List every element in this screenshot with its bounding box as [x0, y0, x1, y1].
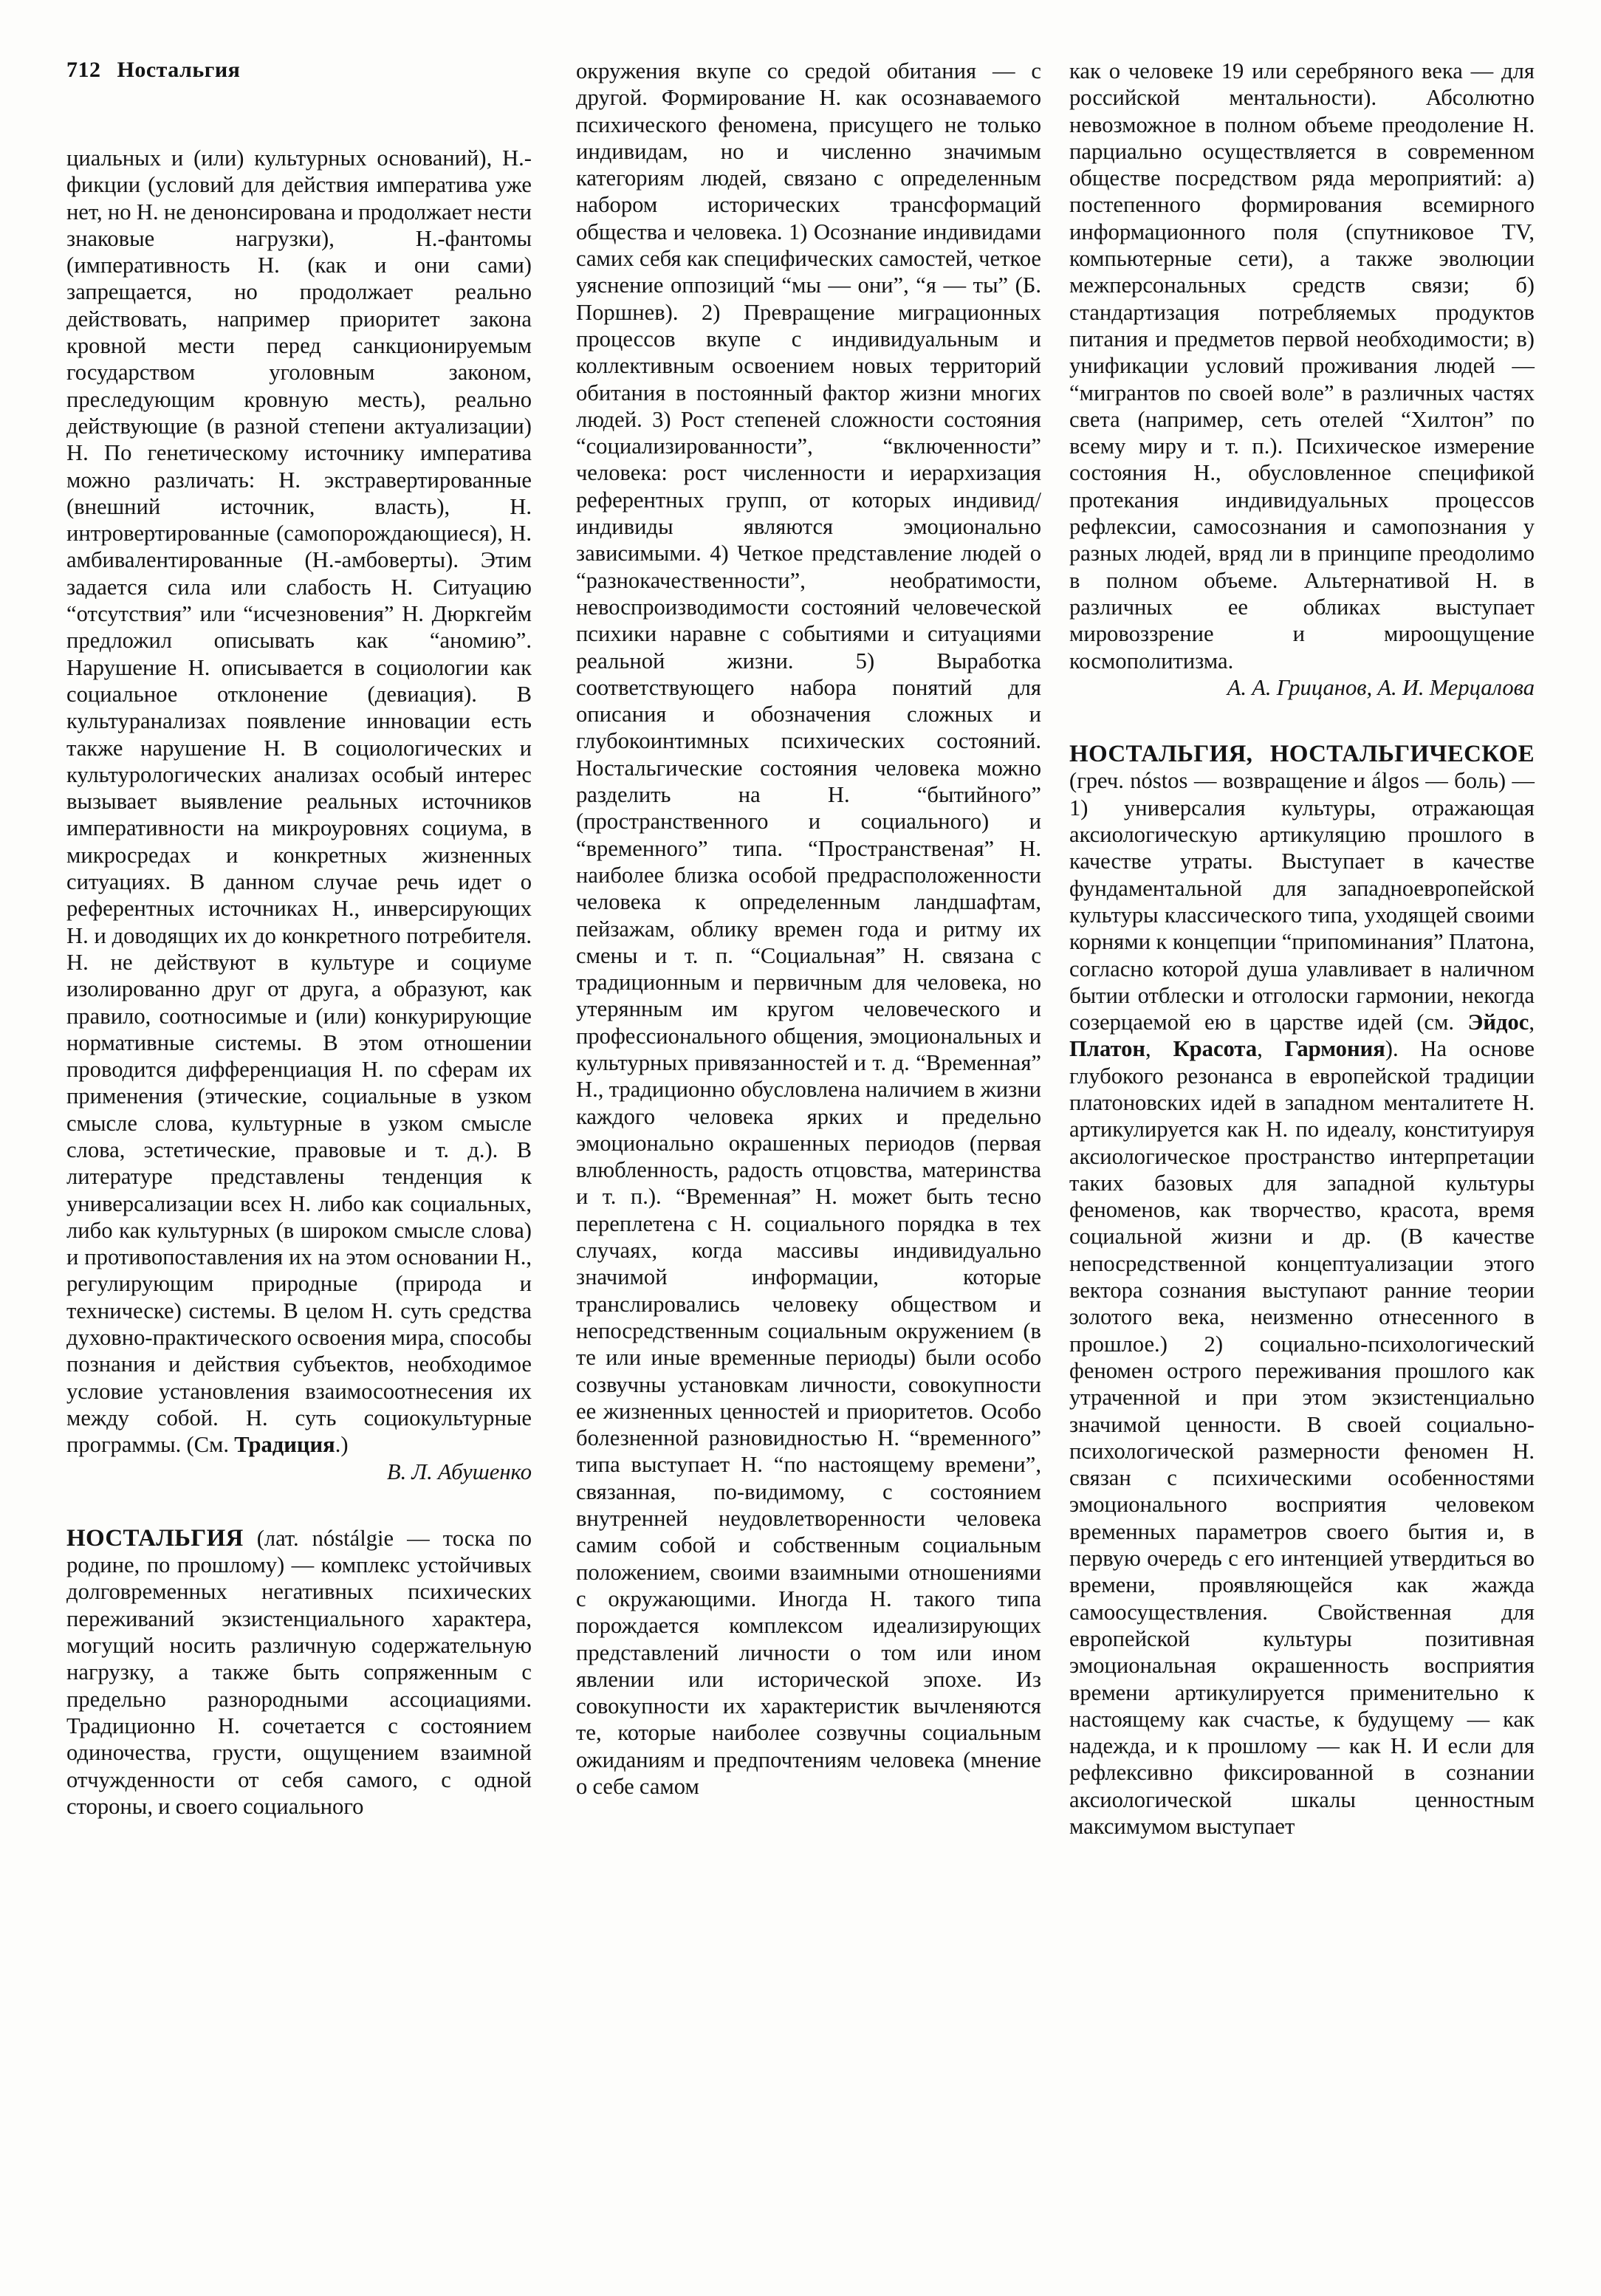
- running-title: Ностальгия: [117, 58, 241, 82]
- entry-nostalgia: [66, 1525, 532, 1820]
- entry-text-continued: окружения вкупе со средой обитания — с другой. Формирование Н. как осознаваемого психического феномена, присущего не только индивидам, но и численно значимым категориям людей, связано с определенным набором исторических трансформаций общества и человека. 1) Осознание индивидами самих себя как специфических самостей, четкое уяснение оппозиций “мы — они”, “я — ты” (Б. Поршнев). 2) Превращение миграционных процессов вкупе с индивидуальным и коллективным освоением новых территорий обитания в постоянный фактор жизни многих людей. 3) Рост степеней сложности состояния “социализированности”, “включенности” человека: рост численности и иерархизация референтных групп, от которых индивид/индивиды являются эмоционально зависимыми. 4) Четкое представление людей о “разнокачественности”, необратимости, невоспроизводимости состояний человеческой психики наравне с событиями и ситуациями реальной жизни. 5) Выработка соответствующего набора понятий для описания и обозначения сложных и глубокоинтимных психических состояний. Ностальгические состояния человека можно разделить на Н. “бытийного” (пространственного и социального) и “временного” типа. “Пространственая” Н. наиболее близка особой предрасположенности человека к определенным ландшафтам, пейзажам, облику времен года и ритму их смены и т. п. “Социальная” Н. связана с традиционным и первичным для человека, но утерянным им кругом человеческого и профессионального общения, эмоциональных и культурных привязанностей и т. д. “Временная” Н., традиционно обусловлена наличием в жизни каждого человека ярких и предельно эмоционально окрашенных периодов (первая влюбленность, радость отцовства, материнства и т. п.). “Временная” Н. может быть тесно переплетена с Н. социального порядка в тех случаях, когда массивы индивидуально значимой информации, которые транслировались человеку обществом и непосредственным социальным окружением (в те или иные временные периоды) были особо созвучны установкам личности, совокупности ее жизненных ценностей и приоритетов. Особо болезненной разновидностью Н. “временного” типа выступает Н. “по настоящему времени”, связанная, по-видимому, с состоянием внутренней неудовлетворенности человека самим собой и собственным социальным положением, своими взаимными отношениями с окружающими. Иногда Н. такого типа порождается комплексом идеализирующих представлений личности о том или ином явлении или исторической эпохе. Из совокупности их характеристик вычленяются те, которые наиболее созвучны социальным ожиданиям и предпочтениям человека (мнение о себе самом: [576, 58, 1041, 1799]
- entry-separator: [1069, 701, 1535, 741]
- entry-heading: НОСТАЛЬГИЯ, НОСТАЛЬГИЧЕСКОЕ: [1069, 741, 1535, 768]
- running-header: [66, 58, 240, 83]
- entry-separator: [66, 1485, 532, 1525]
- column-1: [66, 145, 532, 1820]
- entry-text-continued: как о человеке 19 или серебряного века — для российской ментальности). Абсолютно невозможное в полном объеме преодоление Н. парциально осуществляется в современном обществе посредством ряда мероприятий: а) постепенного формирования всемирного информационного поля (спутниковое TV, компьютерные сети), а также эволюции межперсональных средств связи; б) стандартизация потребляемых продуктов питания и предметов первой необходимости; в) унификации условий проживания людей — “мигрантов по своей воле” в различных частях света (например, сеть отелей “Хилтон” по всему миру и т. п.). Психическое измерение состояния Н., обусловленное спецификой протекания индивидуальных процессов рефлексии, самосознания и самопознания у разных людей, вряд ли в принципе преодолимо в полном объеме. Альтернативой Н. в различных ее обликах выступает мировоззрение и мироощущение космополитизма.: [1069, 58, 1535, 674]
- entry-text: (греч. nóstos — возвращение и álgos — боль) — 1) универсалия культуры, отражающая аксиологическую артикуляцию прошлого в качестве утраты. Выступает в качестве фундаментальной для западноевропейской культуры классического типа, уходящей своими корнями к концепции “припоминания” Платона, согласно которой душа улавливает в наличном бытии отблески и отголоски гармонии, некогда созерцаемой ею в царстве идей (см.: [1069, 768, 1535, 1035]
- page-number: 712: [66, 58, 101, 82]
- paragraph-text: циальных и (или) культурных оснований), Н.-фикции (условий для действия императива уже нет, но Н. не денонсирована и продолжает нести знаковые нагрузки), Н.-фантомы (императивность Н. (как и они сами) запрещается, но продолжает реально действовать, например приоритет закона кровной мести перед санкционируемым государством уголовным законом, преследующим кровную месть), реально действующие (в разной степени актуализации) Н. По генетическому источнику императива можно различать: Н. экстравертированные (внешний источник, власть), Н. интровертированные (самопорождающиеся), Н. амбивалентированные (Н.-амбоверты). Этим задается сила или слабость Н. Ситуацию “отсутствия” или “исчезновения” Н. Дюркгейм предложил описывать как “аномию”. Нарушение Н. описывается в социологии как социальное отклонение (девиация). В культуранализах появление инновации есть также нарушение Н. В социологических и культурологических анализах особый интерес вызывает выявление реальных источников императивности на микроуровнях социума, в микросредах и конкретных жизненных ситуациях. В данном случае речь идет о референтных источниках Н., инверсирующих Н. и доводящих их до конкретного потребителя. Н. не действуют в культуре и социуме изолированно друг от друга, а образуют, как правило, соотносимые и (или) конкурирующие нормативные системы. В этом отношении проводится дифференциация Н. по сферам их применения (этические, социальные в узком смысле слова, культурные в узком смысле слова, эстетические, правовые и т. д.). В литературе представлены тенденция к универсализации всех Н. либо как социальных, либо как культурных (в широком смысле слова) и противопоставления их на этом основании Н., регулирующим природные (природа и техническе) системы. В целом Н. суть средства духовно-практического освоения мира, способы познания и действия субъектов, необходимое условие установления взаимосоотнесения их между собой. Н. суть социокультурные программы. (См.: [66, 145, 532, 1458]
- cross-reference: Красота: [1173, 1036, 1258, 1062]
- entry-text-rest: ). На основе глубокого резонанса в европейской традиции платоновских идей в западном менталитете Н. артикулируется как Н. по идеалу, конституируя аксиологическое пространство интерпретации таких базовых для западной культуры феноменов, как творчество, красота, время социальной жизни и др. (В качестве непосредственной концептуализации этого вектора сознания выступают ранние теории золотого века, неизменно отнесенного в прошлое.) 2) социально-психологический феномен острого переживания прошлого как утраченной и при этом экзистенциально значимой ценности. В своей социально-психологической размерности феномен Н. связан с психическими особенностями эмоционального восприятия человеком временных параметров своего бытия и, в первую очередь с его интенцией утвердиться во времени, проявляющейся как жажда самоосуществления. Свойственная для европейской культуры позитивная эмоциональная окрашенность восприятия времени артикулируется применительно к настоящему как счастье, к будущему — как надежда, и к прошлому — как Н. И если для рефлексивно фиксированной в сознании аксиологической шкалы ценностным максимумом выступает: [1069, 1036, 1535, 1839]
- entry-text: (лат. nóstálgie — тоска по родине, по прошлому) — комплекс устойчивых долговременных негативных психических переживаний экзистенциального характера, могущий носить различную содержательную нагрузку, а также быть сопряженным с предельно разнородными ассоциациями. Традиционно Н. сочетается с состоянием одиночества, грусти, ощущением взаимной отчужденности от себя самого, с одной стороны, и своего социального: [66, 1525, 532, 1819]
- author-signature: В. Л. Абушенко: [386, 1459, 532, 1484]
- paragraph-text-end: .): [335, 1432, 349, 1458]
- cross-reference: Платон: [1069, 1036, 1146, 1062]
- article-continuation: [66, 145, 532, 1459]
- column-3: [1069, 58, 1535, 1840]
- entry-heading: НОСТАЛЬГИЯ: [66, 1524, 244, 1552]
- cross-reference: Традиция: [234, 1432, 335, 1458]
- column-2: [576, 58, 1041, 1800]
- cross-reference: Эйдос: [1467, 1010, 1529, 1035]
- entry-nostalgia-nostalgic: НОСТАЛЬГИЯ, НОСТАЛЬГИЧЕСКОЕ (греч. nóstos — возвращение и álgos — боль) — 1) универсалия культуры, отражающая аксиологическую артикуляцию прошлого в качестве утраты. Выступает в качестве фундаментальной для западноевропейской культуры классического типа, уходящей своими корнями к концепции “припоминания” Платона, согласно которой душа улавливает в наличном бытии отблески и отголоски гармонии, некогда созерцаемой ею в царстве идей (см. Эйдос, Платон, Красота, Гармония). На основе глубокого резонанса в европейской традиции платоновских идей в западном менталитете Н. артикулируется как Н. по идеалу, конституируя аксиологическое пространство интерпретации таких базовых для западной культуры феноменов, как творчество, красота, время социальной жизни и др. (В качестве непосредственной концептуализации этого вектора сознания выступают ранние теории золотого века, неизменно отнесенного в прошлое.) 2) социально-психологический феномен острого переживания прошлого как утраченной и при этом экзистенциально значимой ценности. В своей социально-психологической размерности феномен Н. связан с психическими особенностями эмоционального восприятия человеком временных параметров своего бытия и, в первую очередь с его интенцией утвердиться во времени, проявляющейся как жажда самоосуществления. Свойственная для европейской культуры позитивная эмоциональная окрашенность восприятия времени артикулируется применительно к настоящему как счастье, к будущему — как надежда, и к прошлому — как Н. И если для рефлексивно фиксированной в сознании аксиологической шкалы ценностным максимумом выступает: [1069, 741, 1535, 1839]
- cross-reference: Гармония: [1284, 1036, 1385, 1062]
- author-signature: А. А. Грицанов, А. И. Мерцалова: [1227, 674, 1535, 700]
